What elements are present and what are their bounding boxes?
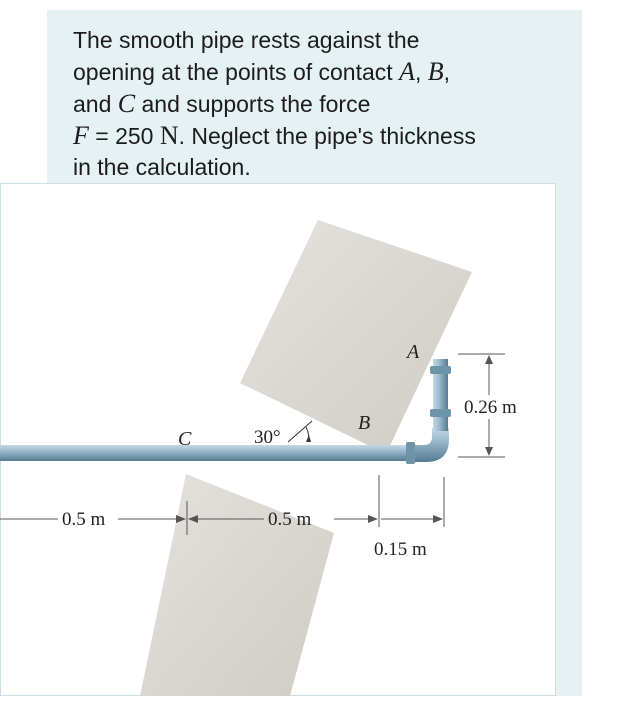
point-c-symbol: C xyxy=(117,89,136,118)
problem-line-5: in the calculation. xyxy=(73,154,251,180)
horizontal-pipe xyxy=(0,445,425,461)
angle-label: 30° xyxy=(254,427,281,448)
dim-middle-label: 0.5 m xyxy=(268,509,312,530)
vertical-pipe-coupling-top xyxy=(430,366,451,374)
problem-line-4: F = 250 N. Neglect the pipe's thickness xyxy=(73,121,476,150)
label-a: A xyxy=(407,341,420,363)
dim-left-label: 0.5 m xyxy=(62,509,106,530)
problem-line-3: and C and supports the force xyxy=(73,89,371,118)
force-symbol: F xyxy=(73,121,89,150)
problem-statement xyxy=(73,25,573,183)
label-b: B xyxy=(358,412,371,434)
force-unit: N xyxy=(159,121,179,150)
point-b-symbol: B xyxy=(427,57,444,86)
problem-line-1: The smooth pipe rests against the xyxy=(73,27,420,53)
vertical-pipe-coupling-bottom xyxy=(430,409,451,417)
dim-right-label: 0.15 m xyxy=(374,539,427,560)
point-a-symbol: A xyxy=(399,57,415,86)
figure xyxy=(0,183,556,696)
problem-line-2: opening at the points of contact A, B, xyxy=(73,57,451,86)
label-c: C xyxy=(178,428,192,450)
dim-vertical-label: 0.26 m xyxy=(464,397,517,418)
pipe-coupling xyxy=(406,442,415,464)
pipe-diagram xyxy=(0,183,556,696)
